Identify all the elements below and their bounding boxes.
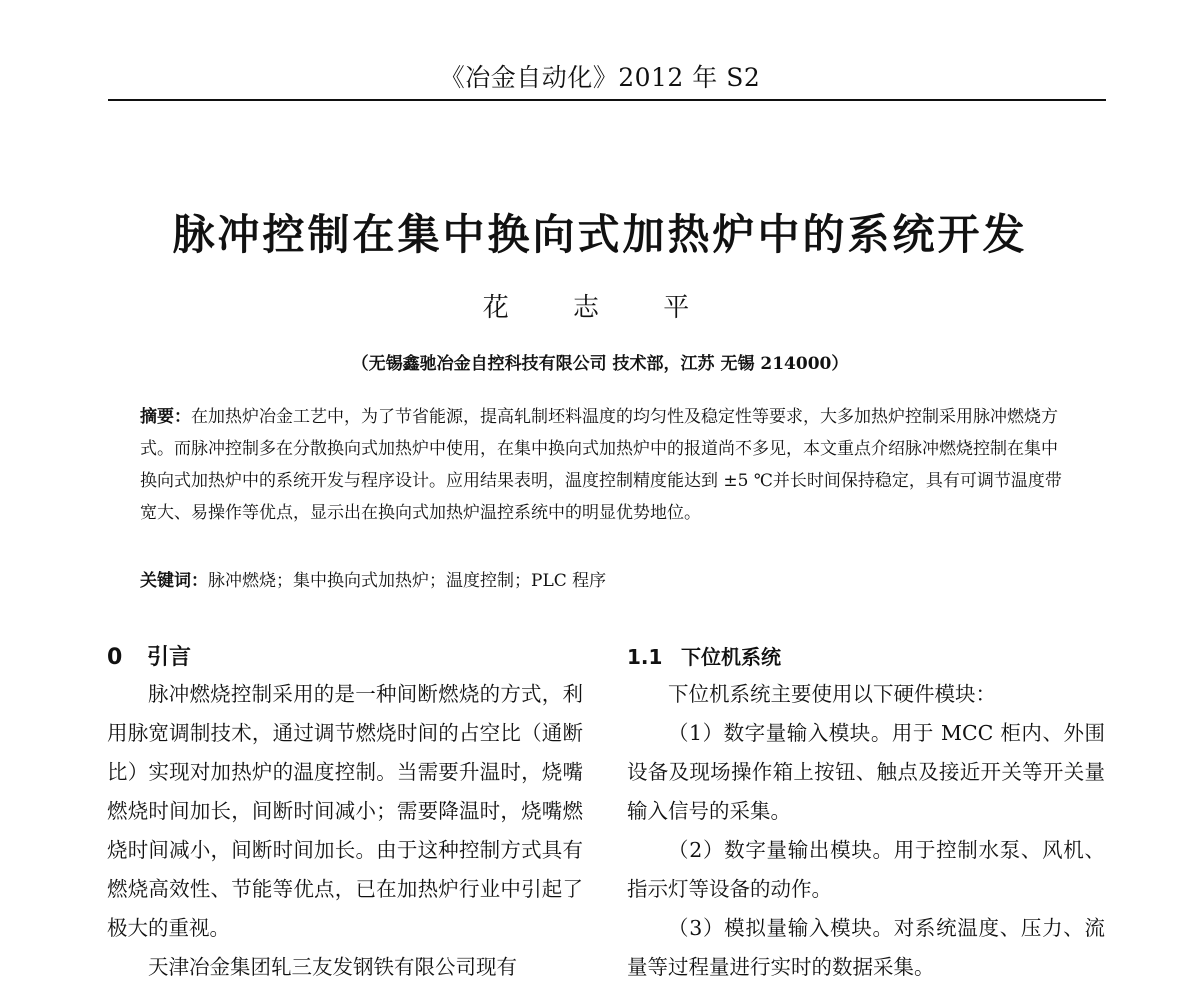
- subsection-title: 下位机系统: [681, 645, 781, 669]
- header-rule: [108, 99, 1106, 101]
- author-affiliation: （无锡鑫驰冶金自控科技有限公司 技术部，江苏 无锡 214000）: [351, 354, 849, 374]
- paragraph: （2）数字量输出模块。用于控制水泵、风机、指示灯等设备的动作。: [627, 838, 1105, 901]
- paragraph: 下位机系统主要使用以下硬件模块：: [668, 682, 996, 706]
- journal-header: 《冶金自动化》2012 年 S2: [439, 63, 761, 92]
- keywords: [140, 565, 1065, 597]
- paragraph: （1）数字量输入模块。用于 MCC 柜内、外围设备及现场操作箱上按钮、触点及接近开关等开关量输入信号的采集。: [627, 721, 1105, 823]
- article-author: 花 志 平: [482, 293, 718, 323]
- right-column-body: [627, 675, 1105, 987]
- left-column-body: [107, 675, 583, 987]
- keywords-text: 脉冲燃烧；集中换向式加热炉；温度控制；PLC 程序: [208, 571, 607, 591]
- keywords-label: 关键词：: [140, 571, 208, 591]
- abstract-text: 在加热炉冶金工艺中，为了节省能源，提高轧制坯料温度的均匀性及稳定性等要求，大多加热炉控制采用脉冲燃烧方式。而脉冲控制多在分散换向式加热炉中使用，在集中换向式加热炉中的报道尚不多见，本文重点介绍脉冲燃烧控制在集中换向式加热炉中的系统开发与程序设计。应用结果表明，温度控制精度能达到 ±5 ℃并长时间保持稳定，具有可调节温度带宽大、易操作等优点，显示出在换向式加热炉温控系统中的明显优势地位。: [140, 407, 1062, 523]
- paragraph: 脉冲燃烧控制采用的是一种间断燃烧的方式，利用脉宽调制技术，通过调节燃烧时间的占空比（通断比）实现对加热炉的温度控制。当需要升温时，烧嘴燃烧时间加长，间断时间减小；需要降温时，烧嘴燃烧时间减小，间断时间加长。由于这种控制方式具有燃烧高效性、节能等优点，已在加热炉行业中引起了极大的重视。: [107, 682, 583, 940]
- paragraph: 天津冶金集团轧三友发钢铁有限公司现有: [148, 955, 517, 979]
- article-title: 脉冲控制在集中换向式加热炉中的系统开发: [172, 210, 1028, 259]
- paragraph: （3）模拟量输入模块。对系统温度、压力、流量等过程量进行实时的数据采集。: [627, 916, 1105, 979]
- subsection-number: 1.1: [627, 645, 663, 669]
- subsection-heading-lower-system: [627, 641, 781, 670]
- abstract-label: 摘要：: [140, 407, 191, 427]
- section-heading-introduction: [107, 640, 191, 671]
- section-title: 引言: [147, 645, 192, 670]
- section-number: 0: [107, 645, 123, 670]
- abstract: [140, 401, 1065, 529]
